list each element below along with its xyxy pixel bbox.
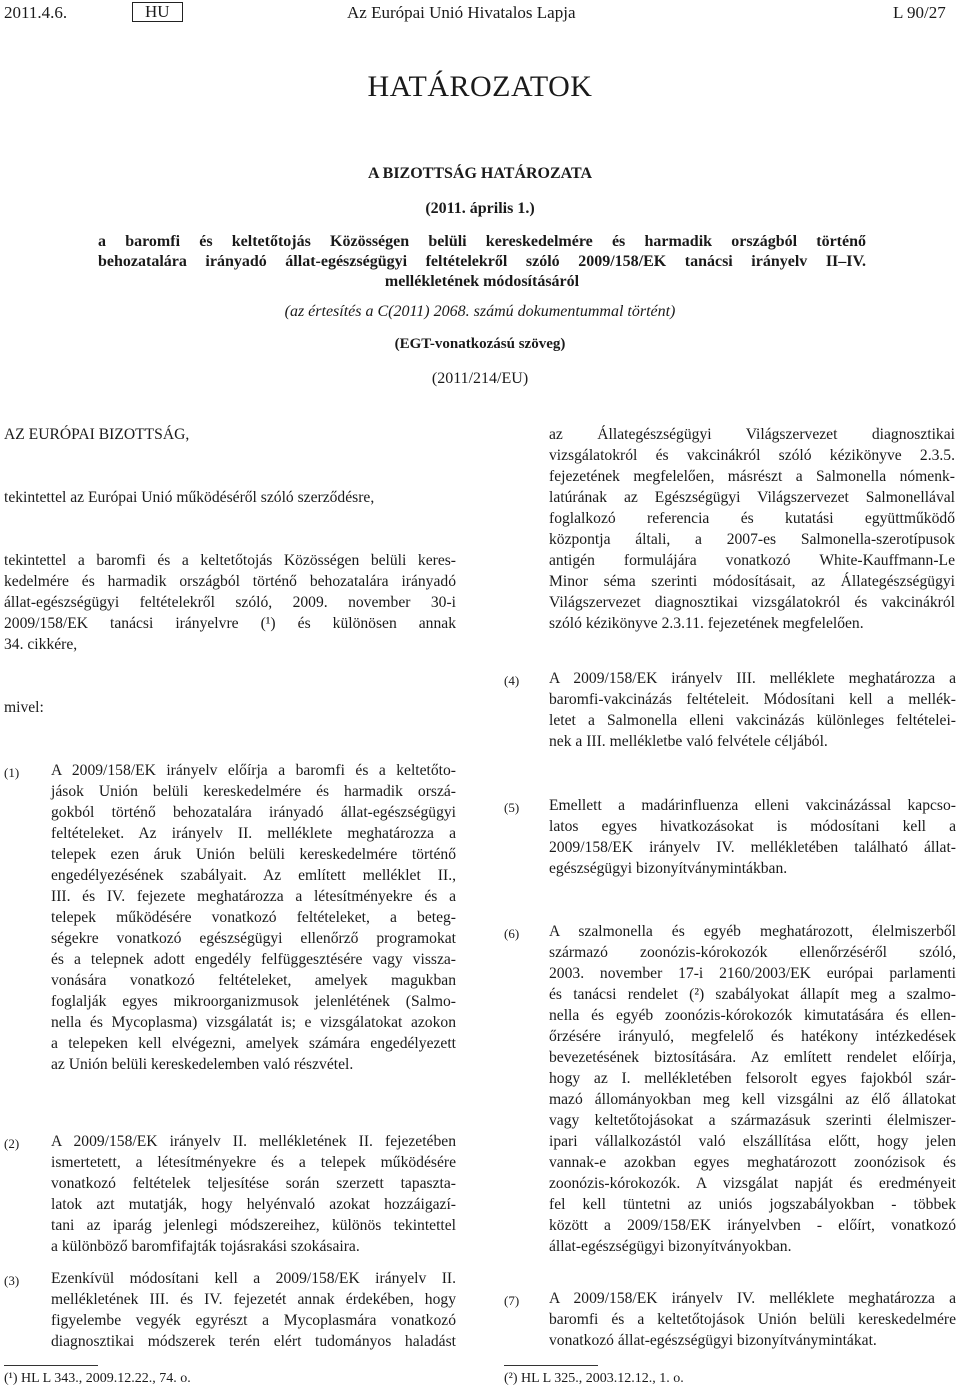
text-line: letet a Salmonella elleni vakcinázás különleges feltételei- [549, 712, 956, 729]
text-line: nek a III. mellékletbe való felvétele céljából. [549, 733, 828, 750]
text-line: nella és Mycoplasma) vizsgálatát is; e vizsgálatokat azokon [51, 1014, 456, 1031]
text-line: latok azt mutatják, hogy helyénvaló azokat hozzáigazí- [51, 1196, 456, 1213]
text-line: a különböző baromfifajták tojásrakási szokásaira. [51, 1238, 360, 1255]
text-line: a telepeken kell elvégezni, amelyek számára engedélyezett [51, 1035, 456, 1052]
text-line: központja általi, a 2007-es Salmonella-szerotípusok [549, 531, 955, 548]
text-line: A 2009/158/EK irányelv III. melléklete meghatározza a [549, 670, 956, 687]
recital-4 [504, 668, 956, 758]
text-line: A 2009/158/EK irányelv előírja a baromfi és a keltetőto- [51, 762, 456, 779]
page-number: L 90/27 [893, 3, 946, 22]
text-line: ségekre vonatkozó egészségügyi ellenőrző programokat [51, 930, 456, 947]
text-line: és tanácsi rendelet (²) szabályokat állapít meg a szalmo- [549, 986, 956, 1003]
text-line: vonatkozó feltételek teljesítése során szerzett tapaszta- [51, 1175, 456, 1192]
text-line: feltételeket. Az irányelv II. melléklete meghatározza a [51, 825, 456, 842]
text-line: engedélyezésének szabályait. Az említett melléklet II., [51, 867, 456, 884]
text-line: tekintettel a baromfi és a keltetőtojás Közösségen belüli keres- [4, 552, 456, 569]
footnote-divider [4, 1365, 98, 1366]
recital-text [51, 760, 456, 1075]
recital-number: (4) [504, 673, 520, 688]
recital-5 [504, 795, 956, 885]
text-line: Minor séma szerinti módosításait, az Állategészségügyi [549, 573, 955, 590]
journal-title: Az Európai Unió Hivatalos Lapja [347, 3, 576, 22]
text-line: Emellett a madárinfluenza elleni vakcinázással kapcso- [549, 797, 956, 814]
text-line: latúrának az Egészségügyi Világszervezet Salmonellával [549, 489, 955, 506]
recital-text [51, 1131, 456, 1257]
recital-1 [4, 760, 456, 1080]
text-line: antigén formulájára vonatkozó White-Kauffmann-Le [549, 552, 955, 569]
footnote-1: (¹) HL L 343., 2009.12.22., 74. o. [4, 1371, 191, 1386]
text-line: III. és IV. fejezete meghatározza a létesítményekre és a [51, 888, 456, 905]
text-line: fejezetének megfelelően, másrészt a Salmonella nómenk- [549, 468, 955, 485]
text-line: zoonózis-kórokozók. A vizsgálat napját és eredményeit [549, 1175, 956, 1192]
text-line: A szalmonella és egyéb meghatározott, élelmiszerből [549, 923, 956, 940]
footnote-2: (²) HL L 325., 2003.12.12., 1. o. [504, 1371, 684, 1386]
recital-number: (5) [504, 800, 520, 815]
text-line: az Unión belüli kereskedelemben való részvétel. [51, 1056, 354, 1073]
text-line: mazó állományokban meg kell vizsgálni az élő állatokat [549, 1091, 956, 1108]
preamble-having-regard-2 [4, 550, 456, 655]
recital-text [549, 795, 956, 879]
text-line: 2009/158/EK irányelv IV. mellékletében található állat- [549, 839, 956, 856]
text-line: bevezetésének biztosítására. Az említett rendelet előírja, [549, 1049, 956, 1066]
subject-line: a baromfi és keltetőtojás Közösségen belüli kereskedelmére és harmadik országból történő [98, 233, 866, 250]
text-line: állat-egészségügyi bizonyítványokban. [549, 1238, 792, 1255]
text-line: ipari vállalkozástól való elszállítása előtt, hogy jelen [549, 1133, 956, 1150]
preamble-having-regard-1: tekintettel az Európai Unió működéséről szóló szerződésre, [4, 489, 375, 506]
text-line: származó zoonózis-kórokozók ellenőrzéséről szóló, [549, 944, 956, 961]
recital-6 [504, 921, 956, 1261]
preamble-opening: AZ EURÓPAI BIZOTTSÁG, [4, 426, 190, 443]
text-line: 2009/158/EK tanácsi irányelvre (¹) és különösen annak [4, 615, 456, 632]
header-date: 2011.4.6. [4, 3, 68, 22]
recital-number: (3) [4, 1273, 20, 1288]
language-badge: HU [132, 2, 183, 22]
text-line: latos egyes hivatkozásokat is módosítani kell a [549, 818, 956, 835]
text-line: hogy az I. mellékletében felsorolt egyes fajokból szár- [549, 1070, 956, 1087]
recital-7 [504, 1288, 956, 1358]
text-line: ismertetett, a létesítményekre és a telepek működésére [51, 1154, 456, 1171]
subject-line: mellékletének módosításáról [384, 273, 580, 290]
text-line: gokból történő behozatalára irányadó állat-egészségügyi [51, 804, 456, 821]
recital-number: (2) [4, 1136, 20, 1151]
document-reference: (2011/214/EU) [431, 370, 529, 387]
text-line: mellékletének III. és IV. fejezetét annak érdekében, hogy [51, 1291, 456, 1308]
text-line: A 2009/158/EK irányelv II. mellékletének II. fejezetében [51, 1133, 456, 1150]
text-line: foglalják egyes mikroorganizmusok jelenlétének (Salmo- [51, 993, 456, 1010]
text-line: foglalkozó referencia és kutatási együttműködő [549, 510, 955, 527]
decision-date: (2011. április 1.) [425, 200, 535, 217]
text-line: szóló kézikönyve 2.3.11. fejezetének megfelelően. [549, 615, 864, 632]
text-line: őrzésére irányuló, megfelelő és hatékony intézkedések [549, 1028, 956, 1045]
text-line: vonására vonatkozó feltételeket, amelyek magukban [51, 972, 456, 989]
text-line: az Állategészségügyi Világszervezet diagnosztikai [549, 426, 955, 443]
decision-body: A BIZOTTSÁG HATÁROZATA [367, 165, 593, 182]
text-line: jások Unión belüli kereskedelmére és harmadik orszá- [51, 783, 456, 800]
recital-number: (7) [504, 1293, 520, 1308]
recital-text [549, 921, 956, 1257]
decision-subject [98, 232, 866, 292]
recital-2 [4, 1131, 456, 1261]
text-line: tani az iparág jelenlegi módszereihez, különös tekintettel [51, 1217, 456, 1234]
text-line: telepek működésére vonatkozó feltételeket, a beteg- [51, 909, 456, 926]
text-line: vonatkozó állat-egészségügyi bizonyítványmintákat. [549, 1332, 877, 1349]
recital-number: (6) [504, 926, 520, 941]
text-line: baromfi és a keltetőtojások Unión belüli kereskedelmére [549, 1311, 956, 1328]
text-line: és a telepnek adott engedély felfüggesztésére vagy vissza- [51, 951, 456, 968]
text-line: A 2009/158/EK irányelv IV. melléklete meghatározza a [549, 1290, 956, 1307]
eea-relevance: (EGT-vonatkozású szöveg) [394, 336, 566, 352]
recital-number: (1) [4, 765, 20, 780]
text-line: vannak-e azokban egyes meghatározott zoonózisok és [549, 1154, 956, 1171]
text-line: diagnosztikai módszerek terén elért tudományos haladást [51, 1333, 456, 1350]
recital-text [51, 1268, 456, 1352]
recital-text [549, 668, 956, 752]
text-line: állat-egészségügyi feltételekről szóló, 2009. november 30-i [4, 594, 456, 611]
text-line: telepek ezen áruk Unión belüli kereskedelmére történő [51, 846, 456, 863]
notification-note: (az értesítés a C(2011) 2068. számú dokumentummal történt) [284, 303, 676, 320]
text-line: kedelmére és harmadik országból történő behozatalára irányadó [4, 573, 456, 590]
page-header [0, 0, 960, 28]
text-line: 34. cikkére, [4, 636, 78, 653]
text-line: nella és egyéb zoonózis-kórokozók kimutatására és ellen- [549, 1007, 956, 1024]
text-line: Világszervezet diagnosztikai vizsgálatokról és vakcinákról [549, 594, 955, 611]
footnote-divider [504, 1365, 598, 1366]
text-line: egészségügyi bizonyítványmintákban. [549, 860, 788, 877]
text-line: figyelembe vegyék egyrészt a Mycoplasmára vonatkozó [51, 1312, 456, 1329]
subject-line: behozatalára irányadó állat-egészségügyi feltételekről szóló 2009/158/EK tanácsi irányelv II–IV. [98, 253, 866, 270]
text-line: fel kell tüntetni az uniós jogszabályokban - többek [549, 1196, 956, 1213]
preamble-whereas: mivel: [4, 699, 44, 716]
recital-3 [4, 1268, 456, 1358]
recital-3-continuation [549, 424, 955, 634]
text-line: vagy keltetőtojásokat a származásuk szerinti élelmiszer- [549, 1112, 956, 1129]
recital-text [549, 1288, 956, 1351]
text-line: vizsgálatokról és vakcinákról szóló kézikönyve 2.3.5. [549, 447, 955, 464]
text-line: között a 2009/158/EK irányelvben - előírt, vonatkozó [549, 1217, 956, 1234]
page-title: HATÁROZATOK [367, 70, 593, 103]
text-line: baromfi-vakcinázás feltételeit. Módosítani kell a mellék- [549, 691, 956, 708]
text-line: 2003. november 17-i 2160/2003/EK európai parlamenti [549, 965, 956, 982]
text-line: Ezenkívül módosítani kell a 2009/158/EK irányelv II. [51, 1270, 456, 1287]
